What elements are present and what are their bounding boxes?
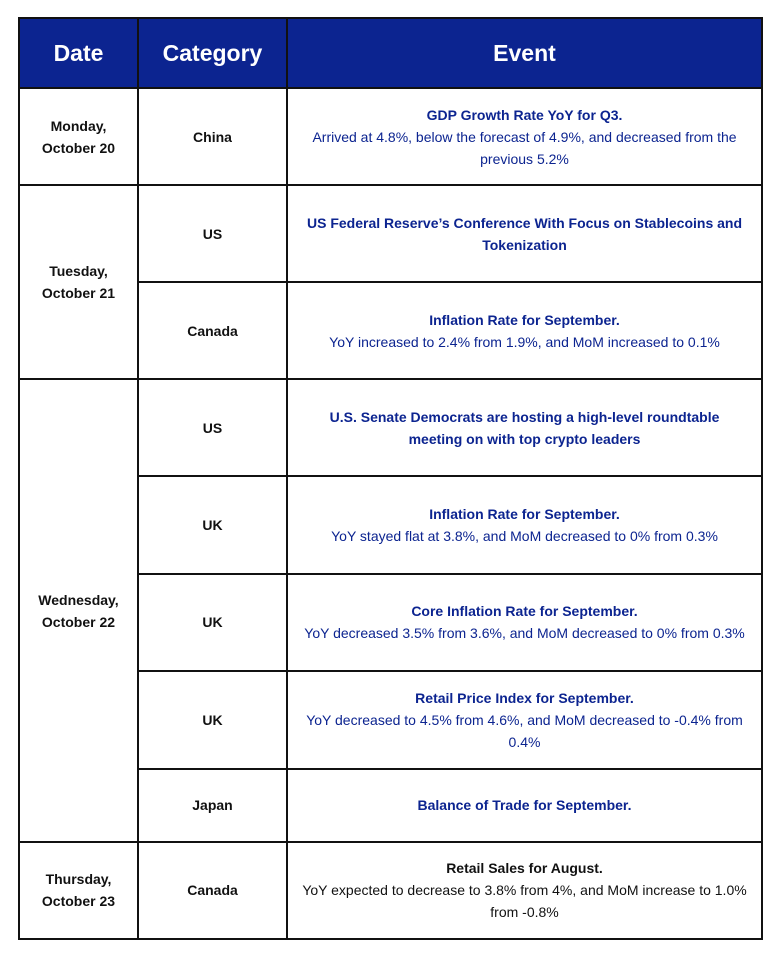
event-title: Retail Sales for August. (446, 860, 603, 877)
date-day: October 22 (41, 613, 116, 630)
date-cell (19, 88, 138, 185)
event-detail: Arrived at 4.8%, below the forecast of 4.9%, and decreased from the previous 5.2% (312, 128, 737, 167)
event-cell (287, 769, 762, 842)
date-cell (19, 185, 138, 379)
date-day: October 23 (41, 893, 116, 910)
event-title: Inflation Rate for September. (429, 311, 620, 328)
event-detail: YoY stayed flat at 3.8%, and MoM decreased to 0% from 0.3% (331, 527, 718, 544)
event-cell (287, 574, 762, 671)
event-detail: YoY expected to decrease to 3.8% from 4%, and MoM increase to 1.0% from -0.8% (302, 882, 747, 921)
category-cell: Canada (138, 842, 287, 939)
header-event: Event (287, 18, 762, 88)
category-cell: UK (138, 574, 287, 671)
event-cell (287, 842, 762, 939)
event-title: Inflation Rate for September. (429, 505, 620, 522)
date-cell (19, 379, 138, 842)
event-title: Core Inflation Rate for September. (411, 603, 638, 620)
event-detail: YoY decreased to 4.5% from 4.6%, and MoM decreased to -0.4% from 0.4% (306, 711, 743, 750)
category-cell: UK (138, 671, 287, 769)
header-category: Category (138, 18, 287, 88)
event-title: Retail Price Index for September. (415, 689, 634, 706)
event-cell (287, 476, 762, 573)
category-cell: Canada (138, 282, 287, 379)
event-cell (287, 185, 762, 282)
date-weekday: Thursday, (45, 871, 112, 888)
header-date: Date (19, 18, 138, 88)
category-cell: Japan (138, 769, 287, 842)
category-cell: UK (138, 476, 287, 573)
event-cell (287, 671, 762, 769)
event-title: Balance of Trade for September. (417, 797, 632, 814)
event-cell (287, 379, 762, 476)
date-cell (19, 842, 138, 939)
event-title: GDP Growth Rate YoY for Q3. (426, 106, 623, 123)
table-row (19, 842, 762, 939)
category-cell: US (138, 379, 287, 476)
event-title: US Federal Reserve’s Conference With Focus on Stablecoins and Tokenization (306, 214, 743, 253)
date-weekday: Tuesday, (49, 263, 108, 280)
table-row (19, 88, 762, 185)
category-cell: US (138, 185, 287, 282)
date-weekday: Wednesday, (38, 591, 119, 608)
event-detail: YoY increased to 2.4% from 1.9%, and MoM increased to 0.1% (329, 333, 720, 350)
event-cell (287, 88, 762, 185)
event-detail: YoY decreased 3.5% from 3.6%, and MoM decreased to 0% from 0.3% (304, 625, 745, 642)
event-title: U.S. Senate Democrats are hosting a high-level roundtable meeting on with top crypto leaders (329, 408, 720, 447)
event-cell (287, 282, 762, 379)
table-row (19, 185, 762, 282)
category-cell: China (138, 88, 287, 185)
date-day: October 21 (41, 285, 116, 302)
date-weekday: Monday, (50, 117, 107, 134)
economic-calendar-table (18, 17, 763, 940)
table-row (19, 379, 762, 476)
header-row (19, 18, 762, 88)
date-day: October 20 (41, 139, 116, 156)
